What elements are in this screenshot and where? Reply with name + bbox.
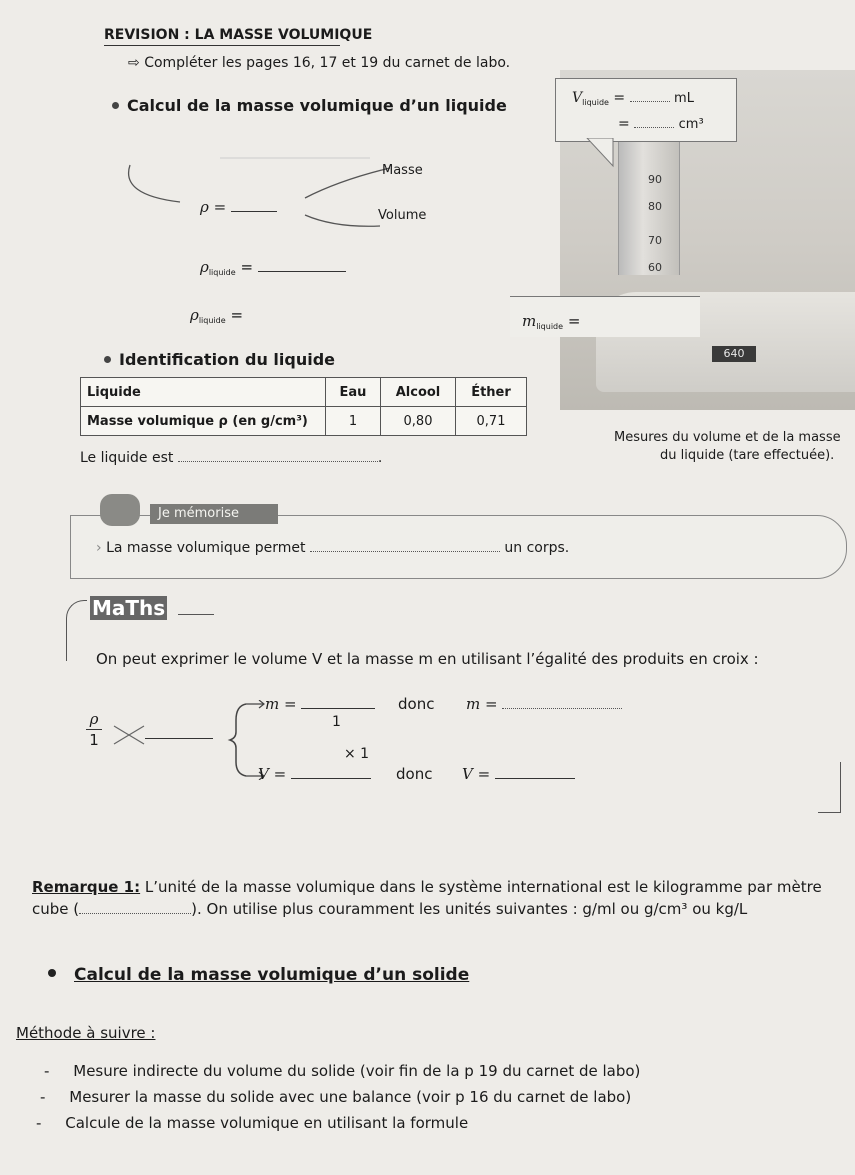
fraction-rho: ρ 1 [86, 710, 102, 749]
fraction-answer-blank[interactable] [145, 738, 213, 739]
table-cell: 1 [326, 407, 381, 436]
brain-icon [100, 494, 140, 526]
v-cm3-line: = cm³ [618, 116, 704, 132]
v-times: × 1 [344, 746, 370, 762]
v-cm3-blank[interactable] [634, 127, 674, 128]
donc-1: donc [398, 695, 435, 713]
grad-60: 60 [648, 261, 662, 274]
photo-caption-2: du liquide (tare effectuée). [660, 448, 835, 463]
v-ml-blank[interactable] [630, 101, 670, 102]
title-underline [104, 45, 340, 46]
method-step: - Calcule de la masse volumique en utilisant la formule [36, 1114, 469, 1132]
masse-label: Masse [382, 163, 423, 178]
table-row-label: Masse volumique ρ (en g/cm³) [81, 407, 326, 436]
photo-caption-1: Mesures du volume et de la masse [614, 430, 841, 445]
si-unit-blank[interactable] [79, 913, 191, 914]
memorise-tag: Je mémorise [150, 504, 278, 524]
bullet-icon [48, 969, 56, 977]
table-header: Liquide [81, 378, 326, 407]
v-liquide-line: $V_{liquide}$ = mL [572, 90, 694, 107]
liquid-answer-blank[interactable] [178, 461, 378, 462]
remarque-line-1: Remarque 1: L’unité de la masse volumique dans le système international est le kilogramme par mètre [32, 878, 822, 896]
m-result: m = [466, 695, 622, 713]
density-table [80, 377, 527, 436]
grad-90: 90 [648, 173, 662, 186]
rho-liquide-blank-1[interactable] [258, 271, 346, 272]
volume-label: Volume [378, 208, 427, 223]
rho-formula: ρ = [200, 198, 277, 216]
callout-pointer [585, 138, 615, 168]
volume-callout [555, 78, 737, 142]
donc-2: donc [396, 765, 433, 783]
table-header: Éther [456, 378, 527, 407]
liquid-heading: Calcul de la masse volumique d’un liquide [112, 96, 507, 115]
rho-liquide-line-1: $\rho_{liquide}$ = [200, 258, 346, 277]
grad-80: 80 [648, 200, 662, 213]
method-step: - Mesure indirecte du volume du solide (voir fin de la p 19 du carnet de labo) [44, 1062, 641, 1080]
method-step: - Mesurer la masse du solide avec une balance (voir p 16 du carnet de labo) [40, 1088, 632, 1106]
memorise-sentence: › La masse volumique permet un corps. [96, 540, 570, 556]
arrow-from-masse [305, 168, 390, 198]
liquid-conclusion: Le liquide est . [80, 450, 383, 466]
table-row [81, 407, 527, 436]
formula-arrows [100, 150, 400, 240]
v-equation: V = [258, 765, 371, 783]
v-result: V = [462, 765, 575, 783]
instruction: ⇨ Compléter les pages 16, 17 et 19 du carnet de labo. [128, 55, 511, 71]
table-header: Eau [326, 378, 381, 407]
table-cell: 0,80 [381, 407, 456, 436]
maths-bracket-right [818, 762, 841, 813]
maths-bracket-left [66, 600, 87, 661]
v-result-blank[interactable] [495, 778, 575, 779]
table-row [81, 378, 527, 407]
maths-logo: MaThs [92, 596, 166, 620]
m-denominator: 1 [332, 714, 341, 730]
chevron-right-icon: › [96, 540, 107, 556]
arrow-to-rho [129, 165, 180, 202]
identification-heading: Identification du liquide [104, 350, 335, 369]
balance-display: 640 [712, 346, 756, 362]
method-label: Méthode à suivre : [16, 1024, 156, 1042]
v-numerator-blank[interactable] [291, 778, 371, 779]
grad-70: 70 [648, 234, 662, 247]
bullet-icon [112, 102, 119, 109]
bullet-icon [104, 356, 111, 363]
maths-text: On peut exprimer le volume V et la masse m en utilisant l’égalité des produits en croix : [96, 650, 759, 668]
maths-rule [178, 614, 214, 615]
m-equation: m = [265, 695, 375, 713]
table-cell: 0,71 [456, 407, 527, 436]
solid-heading: Calcul de la masse volumique d’un solide [48, 965, 469, 985]
arrow-right-icon: ⇨ [128, 55, 145, 71]
rho-liquide-line-2: $\rho_{liquide}$ = [190, 306, 244, 325]
table-header: Alcool [381, 378, 456, 407]
m-numerator-blank[interactable] [301, 708, 375, 709]
remarque-line-2: cube ( ). On utilise plus couramment les unités suivantes : g/ml ou g/cm³ ou kg/L [32, 900, 748, 918]
m-liquide-line: $m_{liquide}$ = [522, 312, 581, 331]
page-title: REVISION : LA MASSE VOLUMIQUE [104, 27, 373, 43]
arrow-from-volume [305, 215, 380, 226]
rho-blank[interactable] [231, 211, 277, 212]
memorise-blank[interactable] [310, 551, 500, 552]
cross-product-icon [110, 722, 150, 748]
m-result-blank[interactable] [502, 708, 622, 709]
